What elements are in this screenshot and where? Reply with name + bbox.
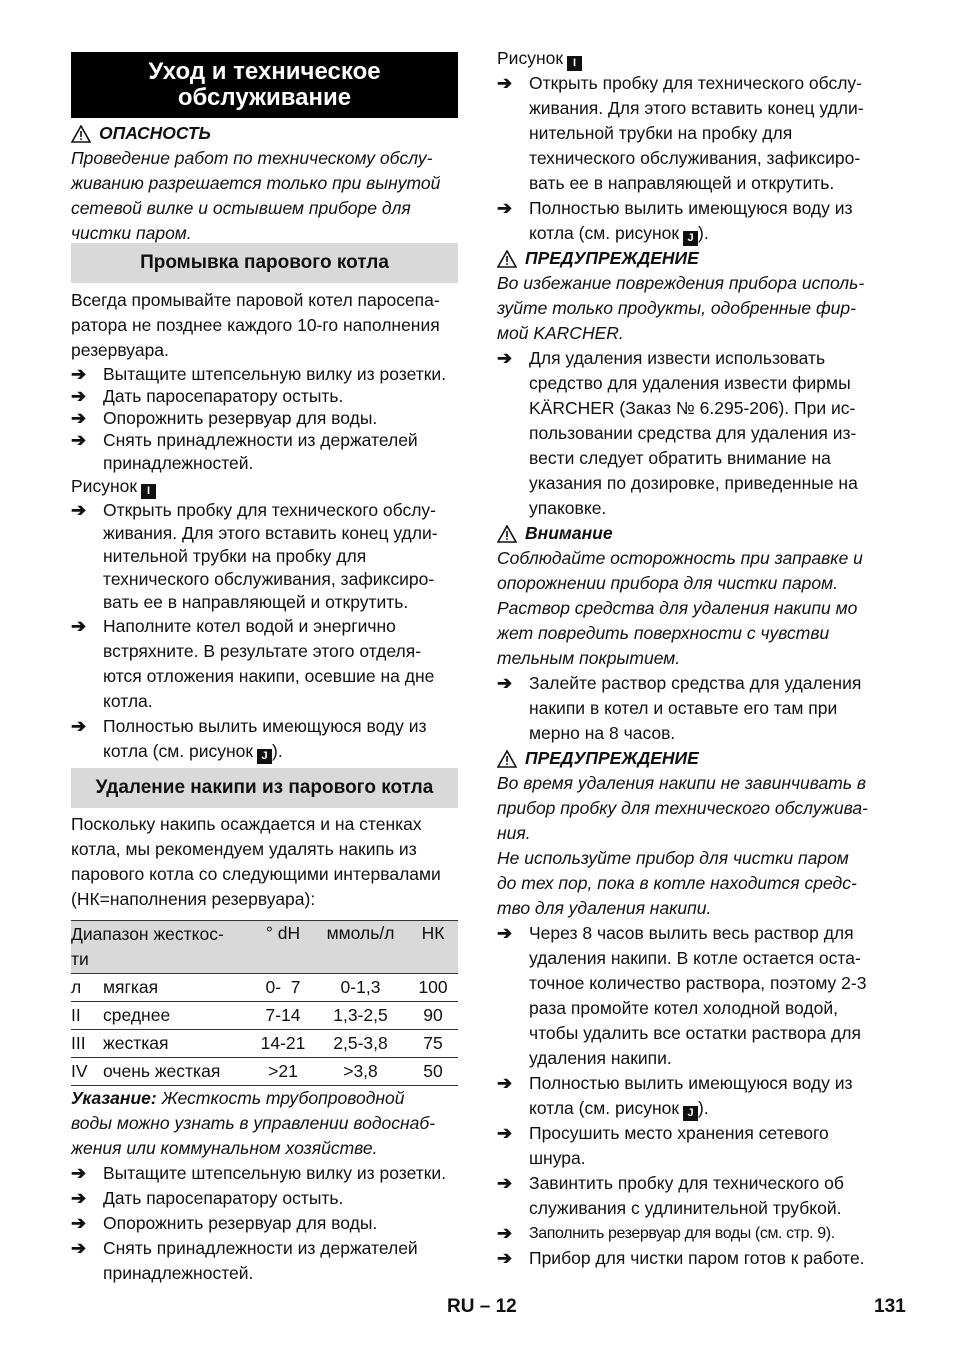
note-block: Указание: Жесткость трубопроводной воды можно узнать в управлении водоснаб- жения или коммунальном хозяйстве. [71, 1088, 436, 1158]
arrow-icon: ➔ [71, 430, 87, 450]
list-item: ➔ Снять принадлежности из держателей принадлежностей. [71, 1236, 458, 1286]
note-label: Указание: [71, 1088, 157, 1108]
warning-heading: ПРЕДУПРЕЖДЕНИЕ [497, 746, 889, 771]
figure-ref-line: Рисунок I [497, 46, 889, 71]
arrow-icon: ➔ [71, 408, 87, 428]
list-item: ➔ Полностью вылить имеющуюся воду из котла (см. рисунок J ). [71, 716, 427, 762]
arrow-icon: ➔ [497, 1073, 513, 1093]
section-heading-flush: Промывка парового котла [71, 243, 458, 283]
section-heading-descale: Удаление накипи из парового котла [71, 768, 458, 808]
list-item: ➔ Снять принадлежности из держателей принадлежностей. [71, 430, 418, 473]
figure-badge: J [683, 1106, 698, 1121]
warning-triangle-icon [497, 525, 517, 543]
list-item: ➔ Опорожнить резервуар для воды. [71, 1211, 458, 1236]
arrow-icon: ➔ [497, 198, 513, 218]
arrow-icon: ➔ [71, 616, 87, 636]
arrow-icon: ➔ [71, 386, 87, 406]
descale-steps [71, 1161, 458, 1286]
danger-block: ОПАСНОСТЬ Проведение работ по техническому обслу- живанию разрешается только при вынутой сетевой вилке и остывшем приборе для чистки паром. [71, 121, 458, 246]
arrow-icon: ➔ [497, 73, 513, 93]
attention-heading: Внимание [497, 521, 889, 546]
flush-steps-1 [71, 363, 458, 764]
figure-badge: I [567, 56, 582, 71]
arrow-icon: ➔ [71, 716, 87, 736]
arrow-icon: ➔ [71, 500, 87, 520]
list-item: ➔ Просушить место хранения сетевого шнура. [497, 1121, 889, 1171]
arrow-icon: ➔ [71, 1188, 87, 1208]
warning-triangle-icon [497, 750, 517, 768]
figure-ref-line: Рисунок I [71, 475, 458, 499]
page-title [71, 52, 458, 118]
list-item: ➔ Полностью вылить имеющуюся воду из котла (см. рисунок J ). [497, 198, 853, 244]
table-header-row: Диапазон жесткос- ти ° dH ммоль/л НК [71, 921, 458, 974]
arrow-icon: ➔ [71, 1238, 87, 1258]
list-item: ➔ Вытащите штепсельную вилку из розетки. [71, 1161, 458, 1186]
warning-triangle-icon [71, 125, 91, 143]
table-row: III жесткая 14-21 2,5-3,8 75 [71, 1030, 458, 1058]
list-item: ➔ Открыть пробку для технического обслу- живания. Для этого вставить конец удли- нительной трубки на пробку для технического обслуживания, зафиксиро- вать ее в направляющей и открутить. [71, 500, 438, 612]
warning-triangle-icon [497, 250, 517, 268]
page-number: 131 [874, 1296, 906, 1317]
list-item: ➔ Завинтить пробку для технического об служивания с удлинительной трубкой. [497, 1171, 889, 1221]
table-row: IV очень жесткая >21 >3,8 50 [71, 1058, 458, 1086]
figure-badge: J [257, 749, 272, 764]
arrow-icon: ➔ [497, 923, 513, 943]
title-line-1: Уход и техническое [148, 58, 381, 85]
list-item: ➔ Через 8 часов вылить весь раствор для удаления накипи. В котле остается оста- точное количество раствора, поэтому 2-3 раза промойте котел холодной водой, чтобы удалить все остатки раствора для удаления накипи. [497, 921, 889, 1071]
title-line-2: обслуживание [177, 84, 352, 111]
figure-badge: J [683, 231, 698, 246]
list-item: ➔ Открыть пробку для технического обслу- живания. Для этого вставить конец удли- нительной трубки на пробку для технического обслуживания, зафиксиро- вать ее в направляющей и открутить. [497, 71, 889, 196]
list-item: ➔ Залейте раствор средства для удаления накипи в котел и оставьте его там при мерно на 8 часов. [497, 671, 889, 746]
danger-heading: ОПАСНОСТЬ [71, 121, 458, 146]
list-item: ➔ Прибор для чистки паром готов к работе. [497, 1246, 889, 1271]
arrow-icon: ➔ [71, 364, 87, 384]
flush-intro: Всегда промывайте паровой котел паросепа- ратора не позднее каждого 10-го наполнения резервуара. [71, 290, 440, 360]
hardness-table [71, 920, 458, 1086]
descale-intro: Поскольку накипь осаждается и на стенках котла, мы рекомендуем удалять накипь из парового котла со следующими интервалами (НК=наполнения резервуара): [71, 814, 441, 909]
list-item: ➔ Дать паросепаратору остыть. [71, 1186, 458, 1211]
list-item: ➔ Наполните котел водой и энергично встряхните. В результате этого отделя- ются отложения накипи, осевшие на дне котла. [71, 614, 458, 714]
arrow-icon: ➔ [497, 1248, 513, 1268]
arrow-icon: ➔ [497, 1223, 513, 1243]
list-item: ➔ Опорожнить резервуар для воды. [71, 408, 378, 428]
list-item: ➔ Заполнить резервуар для воды (см. стр. 9). [497, 1221, 889, 1246]
table-row: II среднее 7-14 1,3-2,5 90 [71, 1002, 458, 1030]
list-item: ➔ Полностью вылить имеющуюся воду из котла (см. рисунок J ). [497, 1073, 853, 1119]
arrow-icon: ➔ [497, 1123, 513, 1143]
arrow-icon: ➔ [71, 1163, 87, 1183]
arrow-icon: ➔ [497, 1173, 513, 1193]
list-item: ➔ Для удаления извести использовать средство для удаления извести фирмы KÄRCHER (Заказ № 6.295-206). При ис- пользовании средства для удаления из- вести следует обратить внимание на указания по дозировке, приведенные на упаковке. [497, 346, 889, 521]
arrow-icon: ➔ [71, 1213, 87, 1233]
arrow-icon: ➔ [497, 673, 513, 693]
list-item: ➔ Дать паросепаратору остыть. [71, 386, 344, 406]
right-column: Рисунок I ➔ Открыть пробку для технического обслу- живания. Для этого вставить конец удли- нительной трубки на пробку для технического обслуживания, зафиксиро- вать ее в направляющей и открутить. ➔ Полностью вылить имеющуюся воду из котла (см. рисунок J ). ПРЕДУПРЕЖДЕНИЕ Во избежание повреждения прибора исполь- зуйте только продукты, одобренные фир- мой KARCHER. ➔ Для удаления извести использовать средство для удаления извести фирмы KÄRCHER (Заказ № 6.295-206). При ис- пользовании средства для удаления из- вести следует обратить внимание на указания по дозировке, приведенные на упаковке. Внимание Соблюдайте осторожность при заправке и опорожнении прибора для чистки паром. Раствор средства для удаления накипи мо жет повредить поверхности с чувстви тельным покрытием. ➔ Залейте раствор средства для удаления накипи в котел и оставьте его там при мерно на 8 часов. ПРЕДУПРЕЖДЕНИЕ Во время удаления накипи не завинчивать в прибор пробку для технического обслужива- ния. Не используйте прибор для чистки паром до тех пор, пока в котле находится средс- тво для удаления накипи. ➔ Через 8 часов вылить весь раствор для удаления накипи. В котле остается оста- точное количество раствора, поэтому 2-3 раза промойте котел холодной водой, чтобы удалить все остатки раствора для удаления накипи. ➔ Полностью вылить имеющуюся воду из котла (см. рисунок J ). ➔ Просушить место хранения сетевого шнура. ➔ Завинтить пробку для технического об служивания с удлинительной трубкой. ➔ Заполнить резервуар для воды (см. стр. 9). ➔ Прибор для чистки паром готов к работе. [497, 46, 889, 1271]
table-row: л мягкая 0- 7 0-1,3 100 [71, 974, 458, 1002]
figure-badge: I [141, 484, 156, 499]
warning-heading: ПРЕДУПРЕЖДЕНИЕ [497, 246, 889, 271]
list-item: ➔ Вытащите штепсельную вилку из розетки. [71, 364, 447, 384]
arrow-icon: ➔ [497, 348, 513, 368]
page-footer-label: RU – 12 [447, 1296, 517, 1317]
